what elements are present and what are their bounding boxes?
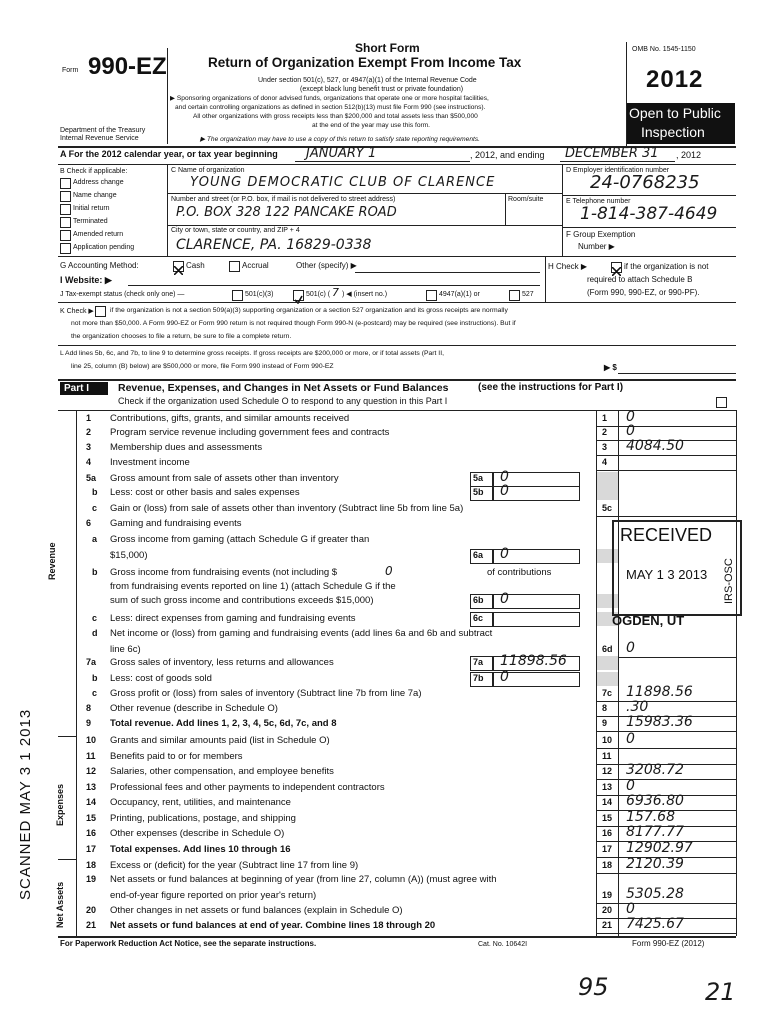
subtitle-6: at the end of the year may use this form. (312, 122, 431, 129)
line-description: Grants and similar amounts paid (list in Schedule O) (110, 735, 330, 746)
sub-line-number: 7a (473, 657, 484, 667)
501c-number[interactable]: 7 (332, 286, 339, 299)
line-description: Gross amount from sale of assets other than inventory (110, 473, 339, 484)
line-number: 18 (86, 860, 97, 870)
line-number: 14 (86, 797, 97, 807)
line-number: 8 (86, 703, 92, 713)
line-amount[interactable]: .30 (626, 699, 649, 715)
line-h-text2: if the organization is not (624, 262, 709, 271)
form-number: 990-EZ (88, 53, 167, 80)
cash-checkbox[interactable] (173, 261, 184, 272)
501c-insert: ) ◀ (insert no.) (342, 291, 388, 298)
line-box-number: 8 (602, 703, 608, 713)
line-amount[interactable]: 3208.72 (626, 762, 684, 778)
line-k-text3: the organization chooses to file a return, be sure to file a complete return. (71, 333, 292, 340)
website-label: I Website: ▶ (60, 275, 112, 285)
line-amount[interactable]: 0 (626, 423, 635, 439)
501c-checkbox[interactable] (293, 290, 304, 301)
line-description: Salaries, other compensation, and employee benefits (110, 766, 334, 777)
other-method-underline (355, 272, 540, 273)
line-box-number: 4 (602, 457, 608, 467)
line-amount[interactable]: 15983.36 (626, 714, 693, 730)
line-number: 17 (86, 844, 97, 854)
line-description: Membership dues and assessments (110, 442, 263, 453)
subtitle-5: All other organizations with gross receipts less than $200,000 and total assets less than $500,000 (193, 113, 478, 120)
line-description: Program service revenue including government fees and contracts (110, 427, 390, 438)
sub-line-amount[interactable]: 0 (500, 591, 509, 607)
line-contrib-label: of contributions (487, 567, 552, 578)
sub-line-amount[interactable]: 11898.56 (500, 653, 567, 669)
open-public-box (627, 103, 735, 144)
line-k-check: K Check ▶ (60, 308, 94, 315)
line-amount[interactable]: 2120.39 (626, 856, 684, 872)
tax-year: 2012 (646, 66, 704, 93)
subtitle-4: and certain controlling organizations as defined in section 512(b)(13) must file Form 990 (see instructions). (175, 104, 486, 111)
line-box-number: 2 (602, 427, 608, 437)
box-b-option-label: Terminated (73, 218, 108, 225)
4947-checkbox[interactable] (426, 290, 437, 301)
group-exemption-number-label: Number ▶ (578, 242, 615, 251)
line-description: Contributions, gifts, grants, and similar amounts received (110, 413, 350, 424)
501c3-checkbox[interactable] (232, 290, 243, 301)
line-number: 10 (86, 735, 97, 745)
end-underline (560, 161, 675, 162)
line-amount[interactable]: 4084.50 (626, 438, 684, 454)
line-description: Professional fees and other payments to independent contractors (110, 782, 385, 793)
line-description: Other expenses (describe in Schedule O) (110, 828, 285, 839)
line-box-number: 19 (602, 890, 613, 900)
line-description-cont: from fundraising events reported on line 1) (attach Schedule G if the (110, 581, 396, 592)
line-number: 15 (86, 813, 97, 823)
line-k-rule (58, 345, 736, 346)
line-description-cont: end-of-year figure reported on prior year's return) (110, 890, 317, 901)
line-box-number: 10 (602, 735, 613, 745)
line-number: c (92, 503, 98, 513)
box-e-rule (562, 227, 736, 228)
received-stamp-date: MAY 1 3 2013 (626, 567, 708, 582)
line-rule (596, 516, 736, 517)
phone-value[interactable]: 1-814-387-4649 (580, 204, 718, 224)
catalog-number: Cat. No. 10642I (478, 941, 528, 948)
line-number: 6 (86, 518, 92, 528)
501c3-label: 501(c)(3) (245, 291, 274, 298)
box-b-checkbox[interactable] (60, 178, 71, 189)
line-number: 2 (86, 427, 92, 437)
line-amount[interactable]: 6936.80 (626, 793, 684, 809)
line-number: 1 (86, 413, 92, 423)
line-rule (596, 470, 736, 471)
shaded-cell (597, 472, 618, 486)
street-label: Number and street (or P.O. box, if mail is not delivered to street address) (171, 196, 396, 203)
line-box-number: 16 (602, 828, 613, 838)
part1-tag: Part I (60, 382, 108, 395)
line-box-number: 11 (602, 751, 612, 761)
part1-top-rule (58, 379, 736, 381)
sub-line-amount[interactable]: 0 (500, 546, 509, 562)
line-number: 12 (86, 766, 97, 776)
ein-value[interactable]: 24-0768235 (590, 172, 700, 193)
line-box-number: 7c (602, 688, 613, 698)
line-amount[interactable]: 0 (626, 409, 635, 425)
title-short: Short Form (355, 41, 420, 55)
line-rule (596, 873, 736, 874)
line-description: Total expenses. Add lines 10 through 16 (110, 844, 291, 855)
other-method-label: Other (specify) ▶ (296, 261, 357, 270)
header-divider-left (167, 48, 168, 144)
line-h-label: H Check ▶ (548, 262, 588, 271)
line-description: Net income or (loss) from gaming and fundraising events (add lines 6a and 6b and subtract (110, 628, 493, 639)
line-k-text1: if the organization is not a section 509(a)(3) supporting organization or a section 527 organization and its gross receipts are normally (110, 307, 508, 314)
subtitle-3: ▶ Sponsoring organizations of donor advised funds, organizations that operate one or more hospital facilities, (170, 95, 489, 102)
handwritten-mark-b: 21 (705, 978, 736, 1006)
amount-right-rule (736, 410, 737, 936)
line-number: 3 (86, 442, 92, 452)
received-stamp (612, 520, 742, 616)
form-prefix: Form (62, 67, 79, 74)
subtitle-2: (except black lung benefit trust or private foundation) (300, 86, 464, 93)
schedule-o-checkbox[interactable] (716, 397, 727, 408)
line-description: Less: direct expenses from gaming and fundraising events (110, 613, 356, 624)
box-b-checkbox[interactable] (60, 191, 71, 202)
side-label-revenue: Revenue (47, 542, 57, 580)
line-amount[interactable]: 8177.77 (626, 824, 684, 840)
line-k-text2: not more than $50,000. A Form 990-EZ or Form 990 return is not required though Form 990-N (e-postcard) may be required (see instructions). But if (71, 320, 516, 327)
street-address[interactable]: P.O. BOX 328 122 PANCAKE ROAD (176, 205, 397, 220)
line-a-rule (58, 164, 736, 165)
line-a-label: A For the 2012 calendar year, or tax year beginning (60, 149, 278, 159)
line-number: 4 (86, 457, 92, 467)
side-label-net-assets: Net Assets (55, 881, 65, 928)
line-number: 20 (86, 905, 97, 915)
handwritten-mark-a: 95 (578, 973, 609, 1001)
line-description-cont: $15,000) (110, 550, 148, 561)
dept-treasury: Department of the Treasury (60, 127, 146, 134)
line-rule (596, 748, 736, 749)
line-rule (596, 701, 736, 702)
box-b-label: B Check if applicable: (60, 168, 128, 175)
line-description: Gain or (loss) from sale of assets other than inventory (Subtract line 5b from line 5a) (110, 503, 464, 514)
tax-year-begin[interactable]: JANUARY 1 (306, 146, 377, 161)
tax-exempt-label: J Tax-exempt status (check only one) — (60, 291, 185, 298)
received-stamp-title: RECEIVED (620, 525, 713, 545)
line-amount[interactable]: 7425.67 (626, 916, 684, 932)
line-description: Gross profit or (loss) from sales of inventory (Subtract line 7b from line 7a) (110, 688, 422, 699)
received-stamp-city: OGDEN, UT (612, 613, 685, 628)
begin-underline (295, 161, 470, 162)
box-b-option-label: Address change (73, 179, 124, 186)
line-description: Excess or (deficit) for the year (Subtract line 17 from line 9) (110, 860, 359, 871)
line-description: Printing, publications, postage, and shipping (110, 813, 296, 824)
box-b-option-label: Name change (73, 192, 117, 199)
line-box-number: 15 (602, 813, 613, 823)
accrual-label: Accrual (242, 261, 269, 270)
line-rule (596, 933, 736, 934)
box-c-rule1 (167, 193, 562, 194)
line-l-amount-label: ▶ $ (604, 363, 617, 372)
city-label: City or town, state or country, and ZIP + 4 (171, 227, 300, 234)
line-amount[interactable]: 0 (626, 731, 635, 747)
line-number: a (92, 534, 98, 544)
box-d-rule (562, 195, 736, 196)
line-description: Gaming and fundraising events (110, 518, 242, 529)
line-number: d (92, 628, 98, 638)
room-label: Room/suite (508, 196, 544, 203)
check-mark-icon (174, 266, 183, 275)
side-divider-2 (58, 859, 76, 860)
part1-title-note: (see the instructions for Part I) (478, 382, 624, 393)
line-l-text2: line 25, column (B) below) are $500,000 or more, file Form 990 instead of Form 990-EZ (71, 363, 334, 370)
4947-label: 4947(a)(1) or (439, 291, 480, 298)
sub-line-number: 7b (473, 673, 484, 683)
subtitle-7: ▶ The organization may have to use a copy of this return to satisfy state reporting requirements. (200, 136, 480, 143)
received-stamp-side: IRS-OSC (723, 558, 735, 604)
line-description: Less: cost of goods sold (110, 673, 212, 684)
footer-form-id: Form 990-EZ (2012) (632, 939, 705, 948)
line-amount[interactable]: 0 (626, 901, 635, 917)
accrual-checkbox[interactable] (229, 261, 240, 272)
line-box-number: 14 (602, 797, 613, 807)
side-label-column-rule (76, 410, 77, 936)
line-description-cont: line 6c) (110, 644, 141, 655)
line-description: Gross sales of inventory, less returns and allowances (110, 657, 334, 668)
line-number: 9 (86, 718, 92, 728)
line-box-number: 5c (602, 503, 613, 513)
line-amount[interactable]: 5305.28 (626, 886, 684, 902)
box-b-checkbox[interactable] (60, 230, 71, 241)
box-b-checkbox[interactable] (60, 217, 71, 228)
open-public-line1: Open to Public (629, 105, 721, 121)
sub-line-number: 6a (473, 550, 484, 560)
box-b-option-label: Application pending (73, 244, 135, 251)
room-divider (505, 193, 506, 225)
line-a-end-year: , 2012 (676, 150, 702, 160)
line-number: 11 (86, 751, 96, 761)
box-b-checkbox[interactable] (60, 243, 71, 254)
line-description: Investment income (110, 457, 190, 468)
sub-line-amount[interactable]: 0 (500, 483, 509, 499)
line-description: Net assets or fund balances at end of year. Combine lines 18 through 20 (110, 920, 436, 931)
box-c-label: C Name of organization (171, 167, 245, 174)
cash-label: Cash (186, 261, 205, 270)
line-box-number: 21 (602, 920, 613, 930)
side-divider-1 (58, 736, 76, 737)
line-number: 7a (86, 657, 97, 667)
shaded-cell (597, 486, 618, 500)
tax-year-end[interactable]: DECEMBER 31 (565, 146, 659, 161)
line-k-checkbox[interactable] (95, 306, 106, 317)
box-c-right-divider (562, 164, 563, 256)
line-description: Net assets or fund balances at beginning of year (from line 27, column (A)) (must agree with (110, 874, 497, 885)
line-amount[interactable]: 11898.56 (626, 684, 693, 700)
sub-line-number: 5b (473, 487, 484, 497)
schedule-b-checkbox[interactable] (611, 262, 622, 273)
line-box-number: 20 (602, 905, 613, 915)
line-number: 5a (86, 473, 97, 483)
line-amount[interactable]: 157.68 (626, 809, 675, 825)
scanned-stamp: SCANNED MAY 3 1 2013 (17, 708, 34, 900)
line-l-amount-field (618, 373, 736, 374)
box-c-rule2 (167, 225, 562, 226)
line-number: 21 (86, 920, 97, 930)
501c-label: 501(c) ( (306, 291, 331, 298)
shaded-cell (597, 672, 618, 686)
org-name[interactable]: YOUNG DEMOCRATIC CLUB OF CLARENCE (190, 175, 496, 190)
box-b-checkbox[interactable] (60, 204, 71, 215)
city-state-zip[interactable]: CLARENCE, PA. 16829-0338 (176, 237, 372, 253)
line-box-number: 1 (602, 413, 608, 423)
line-amount[interactable]: 0 (626, 640, 635, 656)
box-bottom-rule (58, 256, 736, 257)
line-rule (596, 779, 736, 780)
open-public-line2: Inspection (641, 124, 705, 140)
527-checkbox[interactable] (509, 290, 520, 301)
sub-line-amount[interactable]: 0 (500, 669, 509, 685)
line-number: c (92, 688, 98, 698)
line-rule (596, 731, 736, 732)
sub-line-number: 6c (473, 613, 484, 623)
line-box-number: 13 (602, 782, 613, 792)
line-description: Less: cost or other basis and sales expenses (110, 487, 300, 498)
line-box-number: 12 (602, 766, 613, 776)
line-amount[interactable]: 0 (626, 778, 635, 794)
ein-label: D Employer identification number (566, 167, 670, 174)
line-box-number: 18 (602, 860, 613, 870)
subtitle-1: Under section 501(c), 527, or 4947(a)(1) of the Internal Revenue Code (258, 77, 477, 84)
part1-bottom-rule (58, 936, 736, 938)
line-number: 19 (86, 874, 97, 884)
sub-line-amount-field[interactable] (492, 612, 580, 627)
line-number: 16 (86, 828, 97, 838)
line-a-mid: , 2012, and ending (470, 150, 545, 160)
527-label: 527 (522, 291, 534, 298)
line-l-text1: L Add lines 5b, 6c, and 7b, to line 9 to determine gross receipts. If gross receipts are $200,000 or more, or if total assets (Part II, (60, 350, 444, 357)
group-exemption-label: F Group Exemption (566, 230, 636, 239)
line-description: Occupancy, rent, utilities, and maintenance (110, 797, 291, 808)
line-box-number: 6d (602, 644, 613, 654)
line-number: b (92, 673, 98, 683)
line-description: Other revenue (describe in Schedule O) (110, 703, 278, 714)
shaded-cell (597, 656, 618, 670)
line-number: c (92, 613, 98, 623)
part1-title: Revenue, Expenses, and Changes in Net Assets or Fund Balances (118, 382, 449, 394)
line-rule (596, 426, 736, 427)
accounting-method-label: G Accounting Method: (60, 261, 139, 270)
omb-number: OMB No. 1545-1150 (632, 46, 696, 53)
dept-irs: Internal Revenue Service (60, 135, 139, 142)
box-b-option-label: Initial return (73, 205, 110, 212)
sub-line-number: 5a (473, 473, 484, 483)
line-h-divider (545, 256, 546, 302)
schedule-o-check-text: Check if the organization used Schedule O to respond to any question in this Part I (118, 396, 448, 406)
sub-line-number: 6b (473, 595, 484, 605)
line-description-cont2: sum of such gross income and contributions exceeds $15,000) (110, 595, 374, 606)
line-rule (596, 903, 736, 904)
line-h-text4: (Form 990, 990-EZ, or 990-PF). (587, 288, 700, 297)
line-h-text3: required to attach Schedule B (587, 275, 693, 284)
line-number: 13 (86, 782, 97, 792)
line-description: Benefits paid to or for members (110, 751, 243, 762)
line-description: Gross income from fundraising events (not including $ (110, 567, 338, 578)
line-description: Gross income from gaming (attach Schedule G if greater than (110, 534, 370, 545)
line-amount[interactable]: 12902.97 (626, 840, 693, 856)
line-description: Total revenue. Add lines 1, 2, 3, 4, 5c, 6d, 7c, and 8 (110, 718, 337, 729)
line-box-number: 9 (602, 718, 608, 728)
line-number: b (92, 567, 98, 577)
sub-line-amount[interactable]: 0 (500, 469, 509, 485)
side-label-expenses: Expenses (55, 783, 65, 826)
line-box-number: 3 (602, 442, 608, 452)
paperwork-notice: For Paperwork Reduction Act Notice, see the separate instructions. (60, 939, 317, 948)
line-rule (596, 455, 736, 456)
line-box-number: 17 (602, 844, 613, 854)
box-b-divider (167, 164, 168, 256)
line-contrib-value[interactable]: 0 (385, 564, 393, 578)
line-number: b (92, 487, 98, 497)
box-b-option-label: Amended return (73, 231, 124, 238)
title-main: Return of Organization Exempt From Income Tax (208, 55, 522, 70)
line-description: Other changes in net assets or fund balances (explain in Schedule O) (110, 905, 403, 916)
line-j-rule (58, 302, 736, 303)
phone-label: E Telephone number (566, 198, 631, 205)
